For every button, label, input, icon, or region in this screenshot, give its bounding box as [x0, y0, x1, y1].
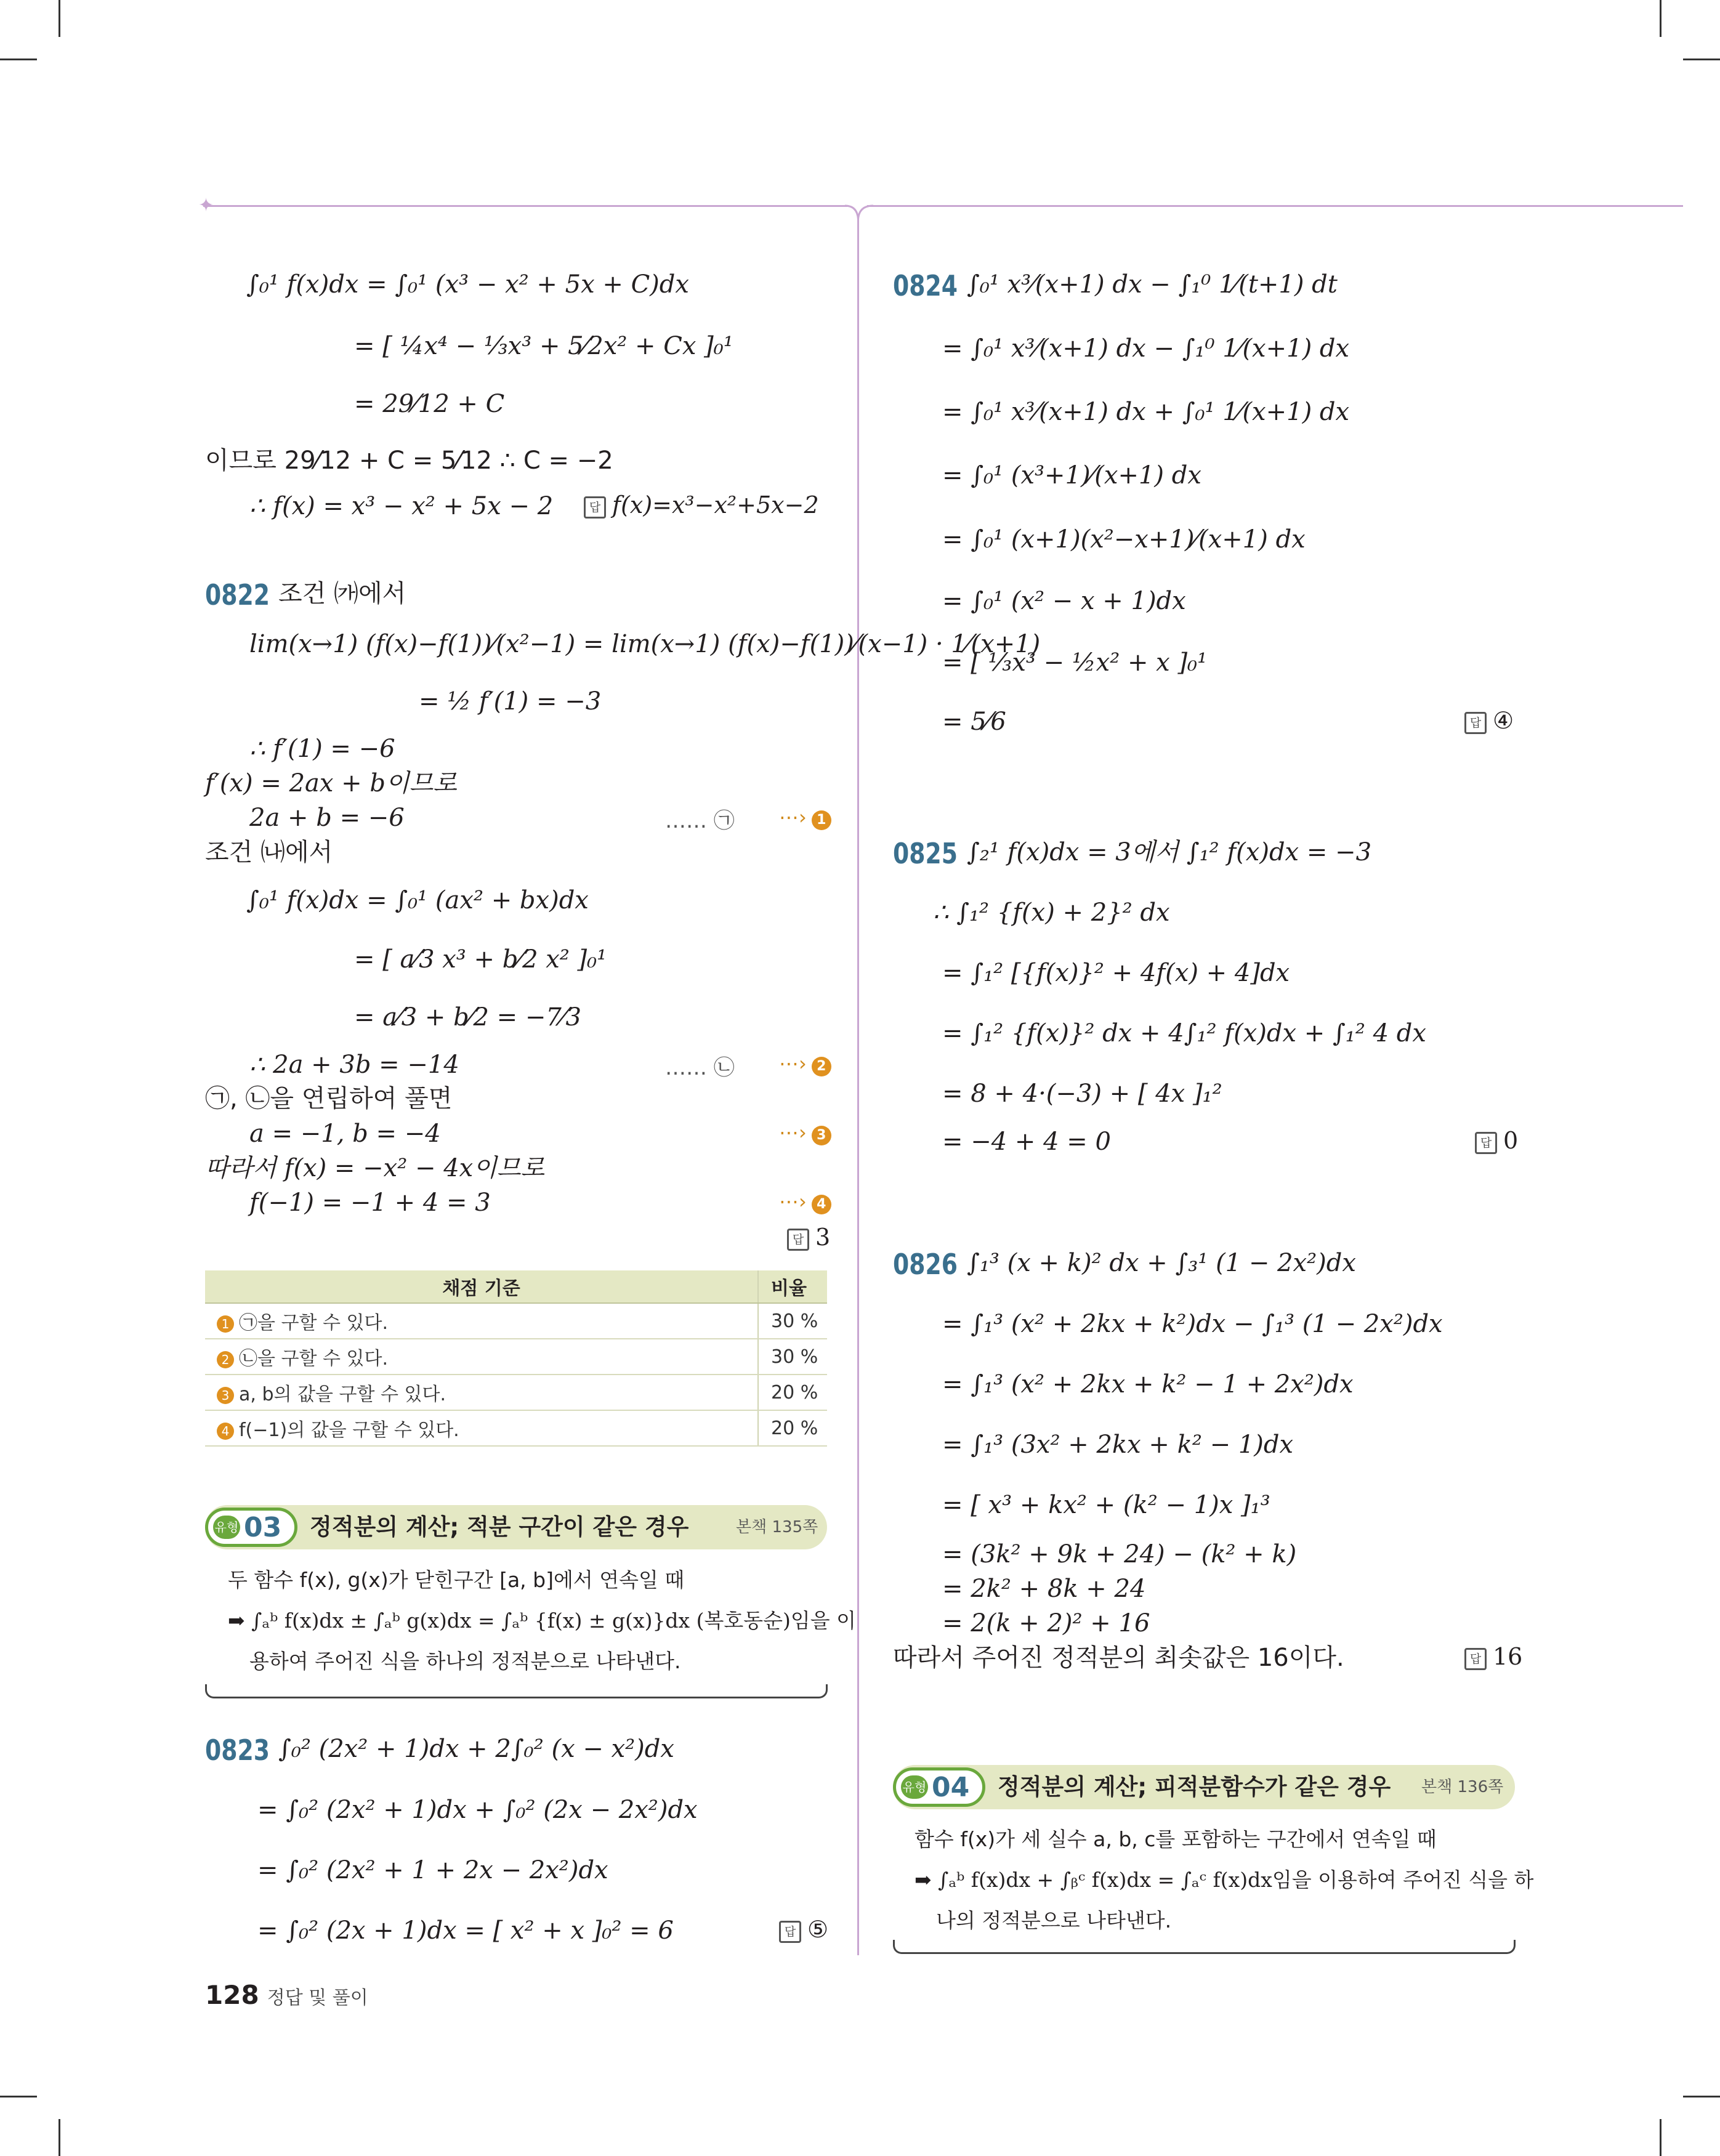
- math-line: ∫₀¹ f(x)dx = ∫₀¹ (ax² + bx)dx: [246, 886, 589, 914]
- math-line: 이므로 29⁄12 + C = 5⁄12 ∴ C = −2: [205, 446, 613, 475]
- math-line: 따라서 주어진 정적분의 최솟값은 16이다.: [893, 1644, 1344, 1672]
- answer-icon: 답: [1464, 1648, 1487, 1670]
- math-line: 조건 ㈎에서: [278, 579, 406, 608]
- step-marker: ⋯› 3: [779, 1121, 831, 1145]
- math-line: = ∫₁² [{f(x)}² + 4f(x) + 4]dx: [942, 959, 1290, 987]
- type-badge: 유형 04: [893, 1767, 985, 1807]
- top-rule-left: [203, 205, 847, 207]
- top-rule-right: [867, 205, 1683, 207]
- type-description: 함수 f(x)가 세 실수 a, b, c를 포함하는 구간에서 연속일 때: [915, 1827, 1437, 1851]
- equation-mark: …… ㉠: [665, 809, 735, 833]
- math-line: = 29⁄12 + C: [354, 390, 505, 418]
- math-line: f(−1) = −1 + 4 = 3: [249, 1189, 491, 1217]
- type-description: 용하여 주어진 식을 하나의 정적분으로 나타낸다.: [249, 1649, 681, 1673]
- page-footer: [205, 1980, 368, 2010]
- crop-mark: [1660, 2119, 1661, 2156]
- crop-mark: [1660, 0, 1661, 37]
- math-line: ∫₀¹ f(x)dx = ∫₀¹ (x³ − x² + 5x + C)dx: [246, 270, 689, 299]
- problem-number: 0825: [893, 837, 958, 870]
- math-line: ∫₁³ (x + k)² dx + ∫₃¹ (1 − 2x²)dx: [967, 1249, 1356, 1277]
- math-line: ∫₀² (2x² + 1)dx + 2∫₀² (x − x²)dx: [278, 1735, 674, 1763]
- table-row: 4 f(−1)의 값을 구할 수 있다. 20 %: [205, 1410, 827, 1446]
- table-row: 3 a, b의 값을 구할 수 있다. 20 %: [205, 1375, 827, 1410]
- math-line: 2a + b = −6: [249, 804, 405, 832]
- type-description: ➡ ∫ₐᵇ f(x)dx + ∫ᵦᶜ f(x)dx = ∫ₐᶜ f(x)dx임을 이용하여 주어진 식을 하: [915, 1868, 1534, 1892]
- math-line: ∫₂¹ f(x)dx = 3에서 ∫₁² f(x)dx = −3: [967, 838, 1372, 866]
- math-line: f′(x) = 2ax + b이므로: [205, 769, 457, 797]
- type-bracket: [205, 1684, 828, 1698]
- math-line: 따라서 f(x) = −x² − 4x이므로: [205, 1154, 545, 1182]
- math-line: ㉠, ㉡을 연립하여 풀면: [205, 1084, 453, 1113]
- footer-label: 정답 및 풀이: [267, 1987, 368, 2009]
- answer-icon: 답: [584, 496, 606, 519]
- math-line: a = −1, b = −4: [249, 1120, 441, 1148]
- crop-mark: [0, 2096, 37, 2097]
- crop-mark: [59, 0, 60, 37]
- math-line: = 2k² + 8k + 24: [942, 1575, 1146, 1603]
- math-line: = (3k² + 9k + 24) − (k² + k): [942, 1540, 1297, 1569]
- math-line: = ∫₀¹ (x+1)(x²−x+1)⁄(x+1) dx: [942, 525, 1306, 554]
- math-line: = ∫₀¹ x³⁄(x+1) dx + ∫₀¹ 1⁄(x+1) dx: [942, 398, 1350, 426]
- problem-number: 0823: [205, 1734, 270, 1767]
- math-line: = ∫₁³ (x² + 2kx + k²)dx − ∫₁³ (1 − 2x²)dx: [942, 1310, 1443, 1338]
- table-header: 채점 기준: [205, 1270, 758, 1303]
- type-title: 정적분의 계산; 적분 구간이 같은 경우: [310, 1514, 689, 1540]
- star-ornament: ✦: [198, 195, 214, 216]
- answer-icon: 답: [787, 1229, 809, 1251]
- equation-mark: …… ㉡: [665, 1056, 735, 1080]
- math-line: ∴ f(x) = x³ − x² + 5x − 2: [249, 492, 554, 520]
- type-reference: 본책 135쪽: [736, 1518, 818, 1536]
- crop-mark: [0, 59, 37, 60]
- math-line: = ∫₁³ (3x² + 2kx + k² − 1)dx: [942, 1431, 1294, 1459]
- math-line: = ∫₀² (2x + 1)dx = [ x² + x ]₀² = 6: [257, 1916, 674, 1945]
- math-line: = ∫₁² {f(x)}² dx + 4∫₁² f(x)dx + ∫₁² 4 dx: [942, 1019, 1426, 1048]
- type-description: 나의 정적분으로 나타낸다.: [936, 1908, 1172, 1932]
- problem-number: 0826: [893, 1248, 958, 1281]
- math-line: ∴ f′(1) = −6: [249, 735, 395, 763]
- problem-number: 0824: [893, 269, 958, 302]
- divider-curve: [844, 203, 874, 222]
- math-line: = ∫₀² (2x² + 1 + 2x − 2x²)dx: [257, 1856, 608, 1884]
- math-line: = [ ⅓x³ − ½x² + x ]₀¹: [942, 648, 1208, 677]
- math-line: = 8 + 4·(−3) + [ 4x ]₁²: [942, 1080, 1222, 1108]
- math-line: = 2(k + 2)² + 16: [942, 1609, 1150, 1637]
- math-line: = a⁄3 + b⁄2 = −7⁄3: [354, 1003, 581, 1032]
- math-line: = ∫₁³ (x² + 2kx + k² − 1 + 2x²)dx: [942, 1370, 1354, 1399]
- scoring-table: [205, 1270, 827, 1447]
- type-bracket: [893, 1940, 1516, 1954]
- math-line: = −4 + 4 = 0: [942, 1128, 1111, 1156]
- answer-icon: 답: [1464, 712, 1487, 734]
- answer: 답 16: [1464, 1643, 1522, 1670]
- step-marker: ⋯› 1: [779, 805, 831, 830]
- math-line: 조건 ㈏에서: [205, 838, 333, 866]
- step-marker: ⋯› 4: [779, 1190, 831, 1214]
- math-line: lim(x→1) (f(x)−f(1))⁄(x²−1) = lim(x→1) (f(x)−f(1))⁄(x−1) · 1⁄(x+1): [249, 630, 1041, 658]
- answer: 답 3: [787, 1224, 830, 1251]
- math-line: = ∫₀² (2x² + 1)dx + ∫₀² (2x − 2x²)dx: [257, 1796, 698, 1824]
- answer-icon: 답: [1475, 1132, 1497, 1154]
- math-line: = ½ f′(1) = −3: [419, 687, 602, 716]
- answer: 답 ④: [1464, 707, 1514, 734]
- page-number: 128: [205, 1980, 259, 2010]
- math-line: = [ x³ + kx² + (k² − 1)x ]₁³: [942, 1491, 1270, 1519]
- answer: 답 0: [1475, 1127, 1518, 1154]
- crop-mark: [1683, 59, 1720, 60]
- math-line: = ∫₀¹ x³⁄(x+1) dx − ∫₁⁰ 1⁄(x+1) dx: [942, 334, 1350, 363]
- crop-mark: [1683, 2096, 1720, 2097]
- type-badge: 유형 03: [205, 1508, 297, 1547]
- problem-number: 0822: [205, 578, 270, 612]
- answer: 답 f(x)=x³−x²+5x−2: [584, 491, 819, 519]
- answer-icon: 답: [779, 1921, 801, 1943]
- math-line: = [ a⁄3 x³ + b⁄2 x² ]₀¹: [354, 945, 607, 974]
- math-line: = ∫₀¹ (x³+1)⁄(x+1) dx: [942, 461, 1201, 490]
- math-line: = 5⁄6: [942, 708, 1006, 736]
- type-reference: 본책 136쪽: [1421, 1778, 1504, 1796]
- type-description: 두 함수 f(x), g(x)가 닫힌구간 [a, b]에서 연속일 때: [228, 1568, 685, 1592]
- table-row: 1 ㉠을 구할 수 있다. 30 %: [205, 1303, 827, 1339]
- math-line: ∴ ∫₁² {f(x) + 2}² dx: [933, 898, 1170, 927]
- table-header: 비율: [758, 1270, 827, 1303]
- column-divider: [857, 219, 859, 1955]
- math-line: = ∫₀¹ (x² − x + 1)dx: [942, 587, 1186, 615]
- math-line: ∴ 2a + 3b = −14: [249, 1051, 459, 1079]
- step-marker: ⋯› 2: [779, 1052, 831, 1076]
- type-description: ➡ ∫ₐᵇ f(x)dx ± ∫ₐᵇ g(x)dx = ∫ₐᵇ {f(x) ± g(x)}dx (복호동순)임을 이: [228, 1609, 857, 1633]
- math-line: = [ ¼x⁴ − ⅓x³ + 5⁄2x² + Cx ]₀¹: [354, 332, 733, 360]
- type-title: 정적분의 계산; 피적분함수가 같은 경우: [998, 1774, 1391, 1800]
- answer: 답 ⑤: [779, 1916, 828, 1943]
- math-line: ∫₀¹ x³⁄(x+1) dx − ∫₁⁰ 1⁄(t+1) dt: [967, 270, 1338, 299]
- crop-mark: [59, 2119, 60, 2156]
- table-row: 2 ㉡을 구할 수 있다. 30 %: [205, 1339, 827, 1375]
